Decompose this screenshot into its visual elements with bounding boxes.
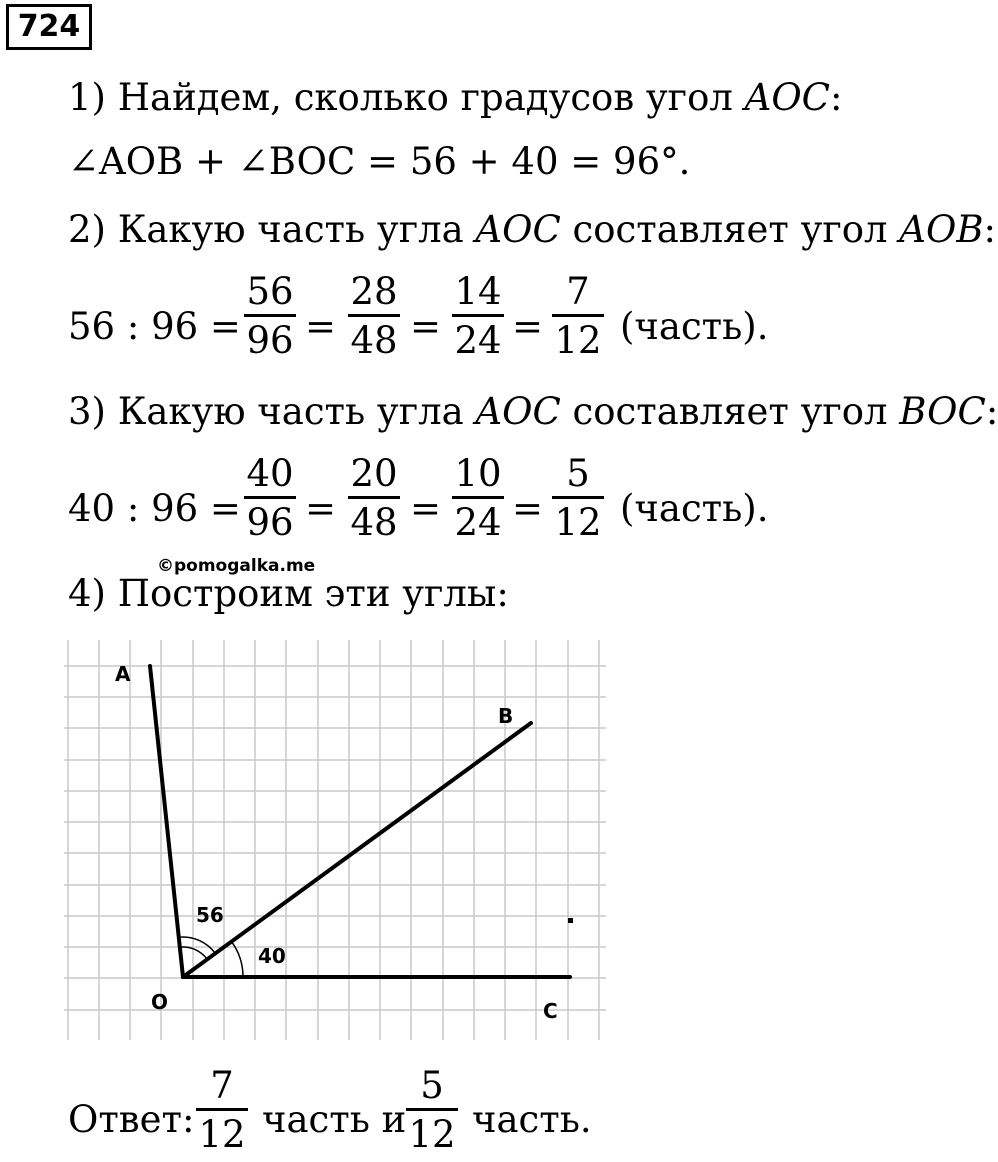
fraction-numerator: 10 (454, 452, 502, 495)
fraction-numerator: 5 (420, 1064, 444, 1107)
fraction-denominator: 12 (198, 1113, 246, 1156)
step3-part: BOC (899, 390, 986, 433)
step2-mid: составляет угол (560, 208, 900, 251)
angle-label-aob: 56 (196, 903, 224, 927)
fraction-denominator: 48 (350, 319, 398, 362)
step3-colon: : (985, 390, 998, 433)
step3-prefix: 3) Какую часть угла (68, 390, 476, 433)
equals-sign: = (305, 305, 337, 348)
step3-whole: AOC (475, 390, 561, 433)
step3-mid: составляет угол (560, 390, 900, 433)
answer-fraction-1 (192, 1066, 252, 1157)
equals-sign: = (410, 305, 442, 348)
step2-part: AOB (899, 208, 984, 251)
ray-ob (183, 723, 531, 977)
answer-suffix: часть. (472, 1098, 592, 1141)
answer-label: Ответ: (68, 1098, 195, 1141)
fraction-denominator: 96 (246, 319, 294, 362)
step2-colon: : (983, 208, 997, 251)
step3-lhs: 40 : 96 = (68, 487, 241, 530)
answer-fraction-2 (402, 1066, 462, 1157)
fraction-numerator: 5 (566, 452, 590, 495)
fraction-denominator: 48 (350, 501, 398, 544)
point-label-c: C (543, 999, 558, 1023)
stray-dot (568, 918, 573, 923)
step1-colon: : (829, 76, 843, 119)
fraction-numerator: 7 (210, 1064, 234, 1107)
fraction-denominator: 12 (554, 319, 602, 362)
step3-suffix: (часть). (620, 487, 769, 530)
step1-angle: AOC (744, 76, 830, 119)
angle-label-boc: 40 (258, 944, 286, 968)
fraction-numerator: 40 (246, 452, 294, 495)
grid (64, 640, 606, 1040)
step2-whole: AOC (475, 208, 561, 251)
fraction-denominator: 12 (554, 501, 602, 544)
fraction-numerator: 14 (454, 270, 502, 313)
step1-prefix: 1) Найдем, сколько градусов угол (68, 76, 745, 119)
point-label-o: O (151, 990, 169, 1014)
step1-formula: ∠AOB + ∠BOC = 56 + 40 = 96°. (68, 140, 691, 183)
fraction-numerator: 28 (350, 270, 398, 313)
fraction-numerator: 7 (566, 270, 590, 313)
equals-sign: = (305, 487, 337, 530)
point-label-a: A (115, 662, 131, 686)
point-label-b: B (498, 704, 514, 728)
step4-text: 4) Построим эти углы: (68, 572, 509, 615)
equals-sign: = (512, 305, 544, 348)
fraction-denominator: 24 (454, 319, 502, 362)
step2-suffix: (часть). (620, 305, 769, 348)
watermark: ©pomogalka.me (157, 556, 316, 576)
fraction-denominator: 24 (454, 501, 502, 544)
equals-sign: = (512, 487, 544, 530)
problem-number: 724 (6, 4, 92, 50)
answer-mid-text: часть и (262, 1098, 407, 1141)
step2-lhs: 56 : 96 = (68, 305, 241, 348)
equals-sign: = (410, 487, 442, 530)
step2-prefix: 2) Какую часть угла (68, 208, 476, 251)
fraction-numerator: 20 (350, 452, 398, 495)
fraction-denominator: 12 (408, 1113, 456, 1156)
fraction-denominator: 96 (246, 501, 294, 544)
fraction-numerator: 56 (246, 270, 294, 313)
